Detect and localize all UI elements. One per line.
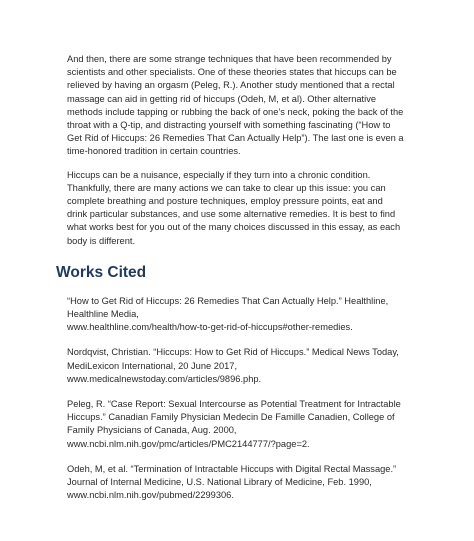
text-line: scientists and other specialists. One of these theories states that hiccups can be — [67, 67, 397, 78]
citation-entry-peleg — [67, 398, 422, 451]
text-line: Hiccups can be a nuisance, especially if they turn into a chronic condition. — [67, 169, 371, 180]
text-line: methods include tapping or rubbing the back of one’s neck, poking the back of the — [67, 106, 404, 117]
citation-line: “How to Get Rid of Hiccups: 26 Remedies That Can Actually Help.” Healthline, — [67, 295, 389, 306]
citation-line: Peleg, R. “Case Report: Sexual Intercourse as Potential Treatment for Intractable — [67, 399, 401, 410]
text-line: Get Rid of Hiccups: 26 Remedies That Can Actually Help”). The last one is even a — [67, 133, 404, 144]
text-line: what works best for you out of the many choices discussed in this essay, as each — [67, 222, 401, 233]
body-paragraph-2 — [67, 169, 422, 248]
text-line: complete breathing and posture techniques, employ pressure points, eat and — [67, 196, 383, 207]
text-line: relieved by having an orgasm (Peleg, R.). Another study mentioned that a rectal — [67, 80, 395, 91]
citation-entry-healthline — [67, 295, 422, 335]
citation-entry-odeh — [67, 463, 422, 503]
text-line: And then, there are some strange techniques that have been recommended by — [67, 54, 392, 64]
citation-line: Nordqvist, Christian. “Hiccups: How to Get Rid of Hiccups.” Medical News Today, — [67, 347, 399, 358]
citation-line: MediLexicon International, 20 June 2017, — [67, 360, 238, 371]
citation-line: Hiccups.” Canadian Family Physician Medecin De Famille Canadien, College of — [67, 412, 395, 423]
text-line: throat with a Q-tip, and distracting yourself with something fascinating (“How to — [67, 120, 391, 131]
text-line: Thankfully, there are many actions we can take to clear up this issue: you can — [67, 182, 386, 193]
citation-line: Odeh, M, et al. “Termination of Intractable Hiccups with Digital Rectal Massage.” — [67, 463, 397, 474]
citation-line: Family Physicians of Canada, Aug. 2000, — [67, 425, 237, 436]
text-line: massage can aid in getting rid of hiccups (Odeh, M, et al). Other alternative — [67, 93, 377, 104]
citation-entry-nordqvist — [67, 346, 422, 386]
body-paragraph-1 — [67, 53, 422, 159]
citation-url: www.ncbi.nlm.nih.gov/pubmed/2299306. — [67, 490, 234, 501]
text-line: drink particular substances, and use some alternative remedies. It is best to find — [67, 209, 396, 220]
citation-line: Journal of Internal Medicine, U.S. National Library of Medicine, Feb. 1990, — [67, 477, 372, 488]
citation-line: Healthline Media, — [67, 309, 139, 320]
text-line: body is different. — [67, 235, 136, 246]
text-line: time-honored tradition in certain countries. — [67, 146, 241, 157]
works-cited-heading: Works Cited — [56, 263, 147, 281]
citation-url: www.ncbi.nlm.nih.gov/pmc/articles/PMC2144777/?page=2. — [67, 438, 310, 449]
citation-url: www.healthline.com/health/how-to-get-rid-of-hiccups#other-remedies. — [67, 322, 353, 333]
citation-url: www.medicalnewstoday.com/articles/9896.php. — [67, 373, 262, 384]
